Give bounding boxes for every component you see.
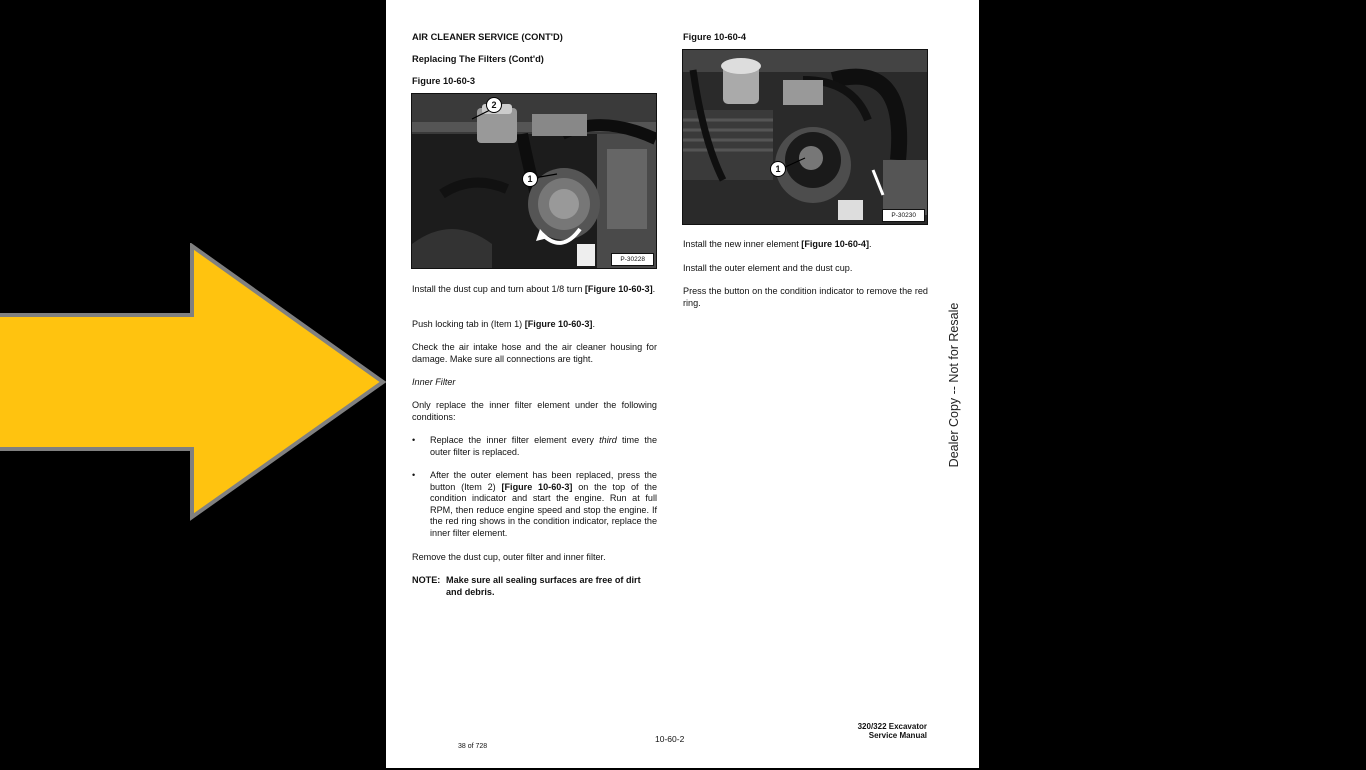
callout-2: 2: [486, 97, 502, 113]
dealer-copy-watermark: Dealer Copy -- Not for Resale: [947, 302, 961, 468]
paragraph-remove-dust-cup: Remove the dust cup, outer filter and inner filter.: [412, 552, 606, 562]
paragraph-press-button: Press the button on the condition indicator to remove the red ring.: [683, 286, 928, 308]
note-label: NOTE:: [412, 575, 441, 585]
manual-name-line1: 320/322 Excavator: [857, 722, 927, 731]
figure-left-title: Figure 10-60-3: [412, 76, 476, 86]
note-text: Make sure all sealing surfaces are free of dirt and debris.: [446, 575, 641, 597]
figure-right-title: Figure 10-60-4: [683, 32, 747, 42]
paragraph-push-locking-tab: Push locking tab in (Item 1) [Figure 10-60-3].: [412, 319, 595, 329]
figure-10-60-3-photo: [411, 93, 657, 269]
figure-10-60-4-photo: [682, 49, 928, 225]
bullet-marker: •: [412, 470, 416, 480]
paragraph-install-dust-cup: Install the dust cup and turn about 1/8 turn [Figure 10-60-3].: [412, 284, 656, 294]
bullet-after-outer-replaced: After the outer element has been replaced, press the button (Item 2) [Figure 10-60-3] on the top of the condition indicator and start the engine. Run at full RPM, then reduce engine speed and stop the engine. If the red ring shows in the condition indicator, replace the inner filter element.: [430, 470, 657, 538]
callout-1: 1: [770, 161, 786, 177]
paragraph-check-intake: Check the air intake hose and the air cleaner housing for damage. Make sure all connections are tight.: [412, 342, 657, 364]
page-count: 38 of 728: [458, 743, 488, 750]
manual-name-line2: Service Manual: [868, 731, 927, 740]
paragraph-replace-conditions: Only replace the inner filter element under the following conditions:: [412, 400, 657, 422]
figure-right-photo-code: P-30230: [882, 209, 925, 222]
callout-1: 1: [522, 171, 538, 187]
manual-name: [858, 722, 927, 740]
figure-left-photo-code: P-30228: [611, 253, 654, 266]
bullet-marker: •: [412, 435, 416, 445]
inner-filter-heading: Inner Filter: [412, 377, 456, 387]
paragraph-install-inner-element: Install the new inner element [Figure 10-60-4].: [683, 239, 872, 249]
note-block: [412, 575, 657, 598]
subsection-title: Replacing The Filters (Cont'd): [412, 54, 544, 64]
manual-page: [386, 0, 979, 768]
page-number: 10-60-2: [655, 734, 685, 744]
inner-element-illustration: [683, 50, 927, 224]
section-title: AIR CLEANER SERVICE (CONT'D): [412, 32, 563, 42]
yellow-arrow-graphic: [0, 243, 390, 521]
bullet-replace-every-third: Replace the inner filter element every third time the outer filter is replaced.: [430, 435, 658, 457]
paragraph-install-outer-element: Install the outer element and the dust cup.: [683, 263, 853, 273]
